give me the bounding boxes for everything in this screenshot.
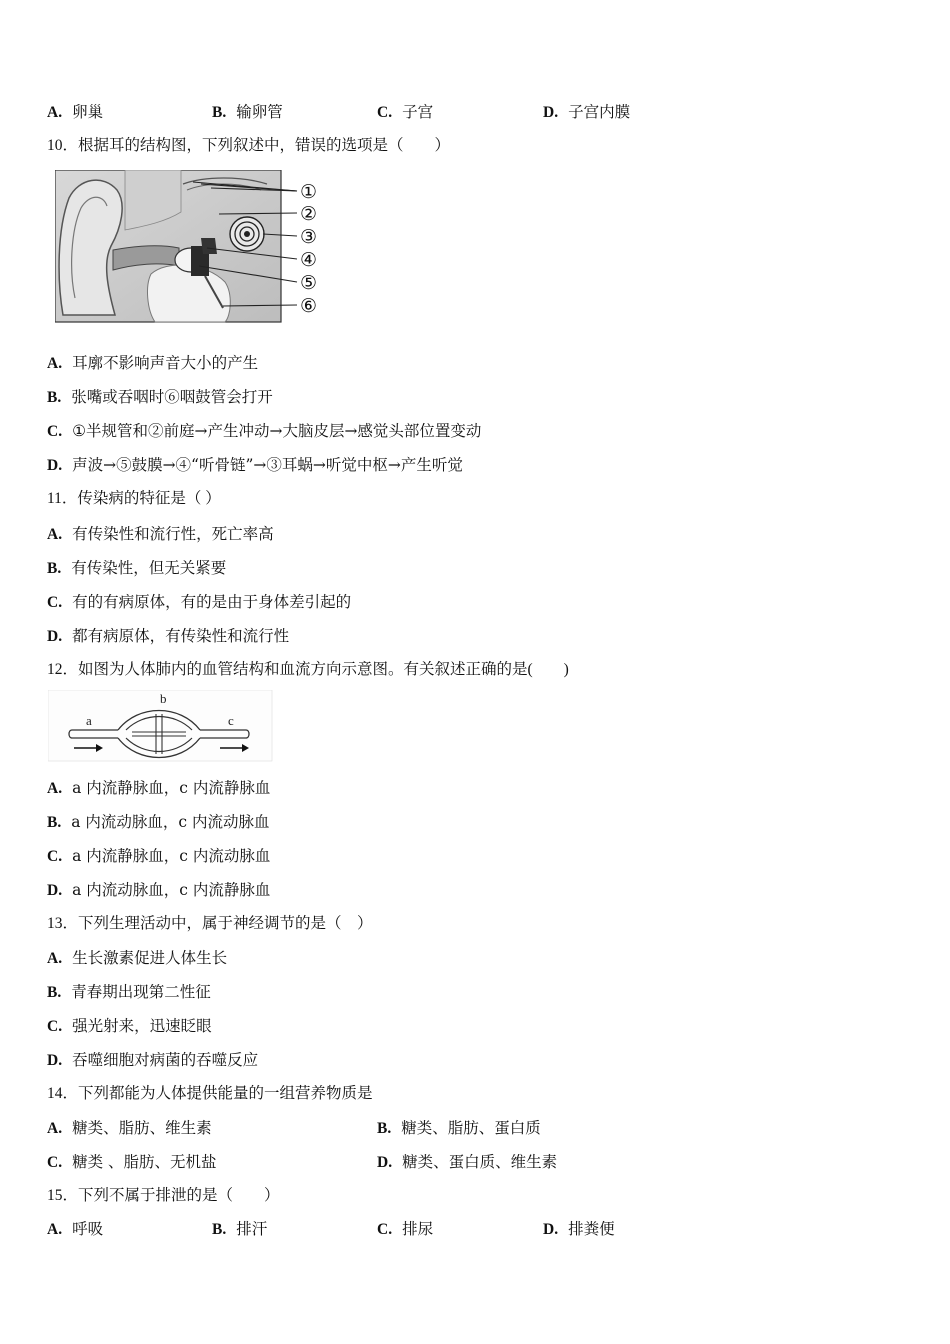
q11-stem: 11．传染病的特征是（ ） [47,490,221,507]
q14-stem: 14．下列都能为人体提供能量的一组营养物质是 [47,1085,373,1102]
ear-marker-6: ⑥ [300,295,318,317]
q12-stem: 12．如图为人体肺内的血管结构和血流方向示意图。有关叙述正确的是( ) [47,661,569,678]
q15-stem: 15．下列不属于排泄的是（ ） [47,1187,280,1204]
ear-structure-figure [55,170,330,324]
q10-stem: 10．根据耳的结构图，下列叙述中，错误的选项是（ ） [47,137,451,154]
q9-option-c: C. 子宫 [377,103,434,121]
q10-option-d: D. 声波→⑤鼓膜→④“听骨链”→③耳蜗→听觉中枢→产生听觉 [47,456,463,474]
ear-marker-5: ⑤ [300,272,318,294]
vessel-label-b: b [160,691,167,706]
q12-option-b: B. a 内流动脉血，c 内流动脉血 [47,813,270,831]
q13-option-d: D. 吞噬细胞对病菌的吞噬反应 [47,1051,259,1069]
q12-option-a: A. a 内流静脉血，c 内流静脉血 [47,779,271,797]
lung-blood-vessel-figure [48,690,273,762]
q11-option-b: B. 有传染性，但无关紧要 [47,559,227,577]
ear-marker-2: ② [300,203,318,225]
q10-option-b: B. 张嘴或吞咽时⑥咽鼓管会打开 [47,388,273,406]
vessel-label-c: c [228,713,234,728]
q15-option-c: C. 排尿 [377,1220,434,1238]
q14-option-b: B. 糖类、脂肪、蛋白质 [377,1119,541,1137]
q10-option-a: A. 耳廓不影响声音大小的产生 [47,354,259,372]
q14-option-d: D. 糖类、蛋白质、维生素 [377,1153,558,1171]
q14-option-a: A. 糖类、脂肪、维生素 [47,1119,212,1137]
ear-marker-1: ① [300,181,318,203]
q15-option-b: B. 排汗 [212,1220,268,1238]
q11-option-c: C. 有的有病原体，有的是由于身体差引起的 [47,593,352,611]
q15-option-d: D. 排粪便 [543,1220,615,1238]
q13-option-a: A. 生长激素促进人体生长 [47,949,228,967]
q11-option-d: D. 都有病原体，有传染性和流行性 [47,627,290,645]
q11-option-a: A. 有传染性和流行性，死亡率高 [47,525,274,543]
q9-option-d: D. 子宫内膜 [543,103,631,121]
q13-stem: 13．下列生理活动中，属于神经调节的是（ ） [47,915,373,932]
q13-option-b: B. 青春期出现第二性征 [47,983,211,1001]
q9-option-a: A. 卵巢 [47,103,104,121]
q9-option-b: B. 输卵管 [212,103,283,121]
q12-option-d: D. a 内流动脉血，c 内流静脉血 [47,881,271,899]
q14-option-c: C. 糖类 、脂肪、无机盐 [47,1153,217,1171]
q15-option-a: A. 呼吸 [47,1220,104,1238]
q13-option-c: C. 强光射来，迅速眨眼 [47,1017,212,1035]
vessel-label-a: a [86,713,92,728]
ear-marker-4: ④ [300,249,318,271]
q12-option-c: C. a 内流静脉血，c 内流动脉血 [47,847,271,865]
ear-marker-3: ③ [300,226,318,248]
q10-option-c: C. ①半规管和②前庭→产生冲动→大脑皮层→感觉头部位置变动 [47,422,482,440]
